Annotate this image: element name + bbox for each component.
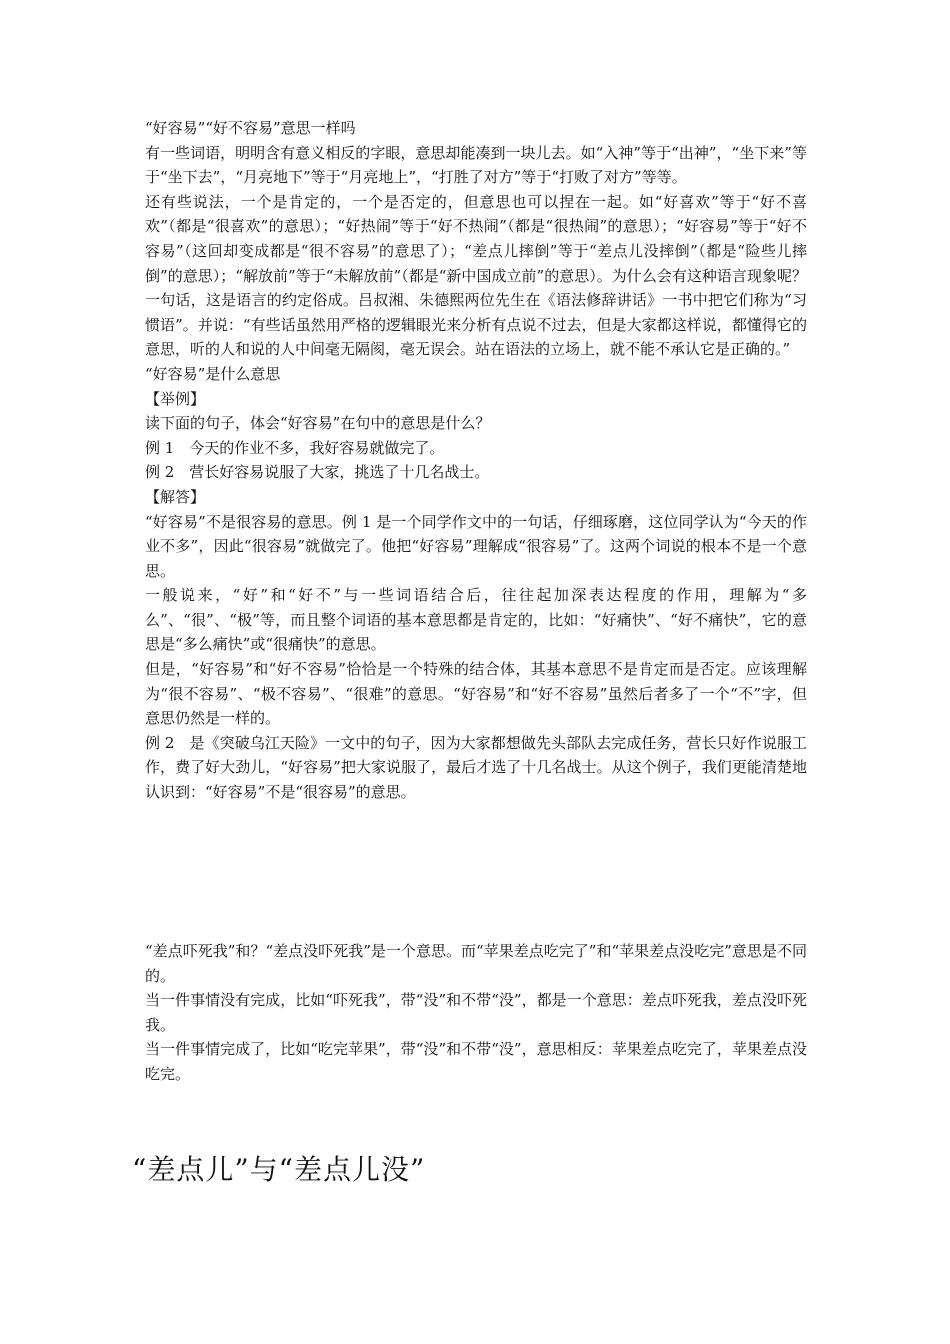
article-almost bbox=[145, 939, 807, 1087]
answer-paragraph-3: 但是，“好容易”和“好不容易”恰恰是一个特殊的结合体，其基本意思不是肯定而是否定。应该理解为“很不容易”、“极不容易”、“很难”的意思。“好容易”和“好不容易”虽然后者多了一个“不”字，但意思仍然是一样的。 bbox=[145, 660, 807, 728]
answer-paragraph-4: 例 2 是《突破乌江天险》一文中的句子，因为大家都想做先头部队去完成任务，营长只好作说服工作，费了好大劲儿，“好容易”把大家说服了，最后才选了十几名战士。从这个例子，我们更能清楚地认识到：“好容易”不是“很容易”的意思。 bbox=[145, 733, 807, 802]
example-label: 【举例】 bbox=[145, 389, 206, 408]
almost-paragraph-2: 当一件事情没有完成，比如“吓死我”，带“没”和不带“没”，都是一个意思：差点吓死我，差点没吓死我。 bbox=[145, 991, 807, 1034]
section-heading: “差点儿”与“差点儿没” bbox=[132, 1153, 426, 1186]
answer-paragraph-1: “好容易”不是很容易的意思。例 1 是一个同学作文中的一句话，仔细琢磨，这位同学认为“今天的作业不多”，因此“很容易”就做完了。他把“好容易”理解成“很容易”了。这两个词说的根本不是一个意思。 bbox=[145, 512, 807, 580]
paragraph-intro: 有一些词语，明明含有意义相反的字眼，意思却能凑到一块儿去。如“入神”等于“出神”，“坐下来”等于“坐下去”，“月亮地下”等于“月亮地上”，“打胜了对方”等于“打败了对方”等等。 bbox=[145, 143, 807, 187]
answer-paragraph-2: 一般说来，“好”和“好不”与一些词语结合后，往往起加深表达程度的作用，理解为“多么”、“很”、“极”等，而且整个词语的基本意思都是肯定的，比如：“好痛快”、“好不痛快”，它的意思是“多么痛快”或“很痛快”的意思。 bbox=[145, 586, 807, 654]
almost-paragraph-1: “差点吓死我”和？“差点没吓死我”是一个意思。而“苹果差点吃完了”和“苹果差点没吃完”意思是不同的。 bbox=[145, 942, 807, 985]
paragraph-explanation: 还有些说法，一个是肯定的，一个是否定的，但意思也可以捏在一起。如“好喜欢”等于“好不喜欢”（都是“很喜欢”的意思）；“好热闹”等于“好不热闹”（都是“很热闹”的意思）；“好容易”等于“好不容易”（这回却变成都是“很不容易”的意思了）；“差点儿摔倒”等于“差点儿没摔倒”（都是“险些儿摔倒”的意思）；“解放前”等于“未解放前”（都是“新中国成立前”的意思）。为什么会有这种语言现象呢？一句话，这是语言的约定俗成。吕叔湘、朱德熙两位先生在《语法修辞讲话》一书中把它们称为“习惯语”。并说：“有些话虽然用严格的逻辑眼光来分析有点说不过去，但是大家都这样说，都懂得它的意思，听的人和说的人中间毫无隔阂，毫无误会。站在语法的立场上，就不能不承认它是正确的。” bbox=[145, 192, 807, 359]
example-2: 例 2 营长好容易说服了大家，挑选了十几名战士。 bbox=[145, 463, 490, 482]
article-title: “好容易”“好不容易”意思一样吗 bbox=[145, 119, 356, 137]
example-question: 读下面的句子，体会“好容易”在句中的意思是什么？ bbox=[145, 414, 491, 433]
article-good-easy bbox=[145, 116, 807, 805]
answer-label: 【解答】 bbox=[145, 487, 206, 506]
example-1: 例 1 今天的作业不多，我好容易就做完了。 bbox=[145, 438, 445, 457]
almost-paragraph-3: 当一件事情完成了，比如“吃完苹果”，带“没”和不带“没”，意思相反：苹果差点吃完了，苹果差点没吃完。 bbox=[145, 1040, 807, 1083]
section-subtitle: “好容易”是什么意思 bbox=[145, 364, 281, 383]
